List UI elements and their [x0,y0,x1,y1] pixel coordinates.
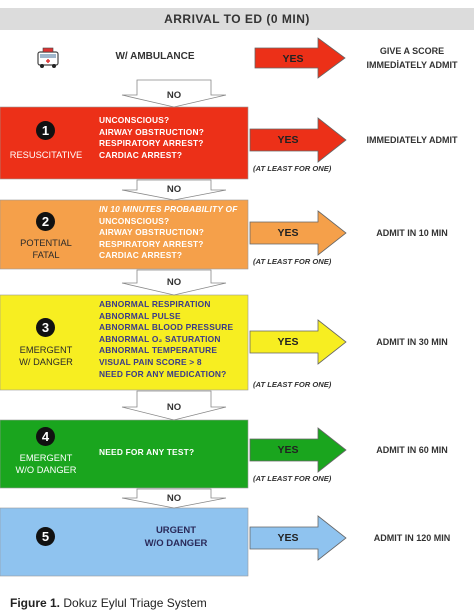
level-3-question: VISUAL PAIN SCORE > 8 [99,356,202,367]
level-2-question: AIRWAY OBSTRUCTION? [99,227,205,238]
ambulance-label: W/ AMBULANCE [115,51,195,62]
level-1-name [0,150,92,162]
level-1-name-line1: RESUSCITATIVE [9,150,83,160]
level-4-yes-label: YES [277,444,299,456]
level-3-question: ABNORMAL RESPIRATION [99,299,211,309]
level-4-name-line2: W/O DANGER [15,464,77,475]
level-1-question: RESPIRATORY ARREST? [99,138,204,149]
level-5-action: ADMIT IN 120 MIN [373,533,451,543]
level-5-name [128,524,224,550]
level-1-question: CARDIAC ARREST? [99,149,183,160]
figure-caption-label: Figure 1. [10,596,61,610]
level-5-yes-label: YES [277,532,299,544]
level-2-question: CARDIAC ARREST? [99,250,183,261]
level-2-question: RESPIRATORY ARREST? [99,238,204,249]
level-4-questions [99,447,194,459]
no-label-2: NO [166,184,182,195]
level-4-number-icon: 4 [36,427,55,446]
level-2-action: ADMIT IN 10 MIN [376,228,448,238]
level-4-note: (AT LEAST FOR ONE) [253,474,332,483]
level-2-question: UNCONSCIOUS? [99,215,170,226]
level-3-action: ADMIT IN 30 MIN [376,337,448,347]
level-1-question: UNCONSCIOUS? [99,115,170,125]
level-2-name-line2: FATAL [32,249,60,260]
level-5-number-icon: 5 [36,527,55,546]
ambulance-action-line1: GIVE A SCORE [379,46,445,56]
level-4-name-line1: EMERGENT [19,453,73,463]
level-3-name-line1: EMERGENT [19,345,73,355]
figure-caption [10,596,207,610]
no-label-5: NO [166,493,182,504]
level-1-number-icon: 1 [36,121,55,140]
level-3-number-icon: 3 [36,318,55,337]
level-1-yes-label: YES [277,134,299,146]
level-1-note: (AT LEAST FOR ONE) [253,164,332,173]
level-5-name-line2: W/O DANGER [144,538,208,549]
level-3-question: ABNORMAL PULSE [99,310,181,321]
level-3-question: NEED FOR ANY MEDICATION? [99,368,227,379]
level-2-name-line1: POTENTIAL [20,238,72,248]
ambulance-action-line2: IMMEDİATELY ADMIT [366,60,458,70]
ambulance-action [352,44,472,72]
level-5-name-line1: URGENT [155,525,197,536]
ambulance-yes-label: YES [282,53,304,65]
page-title: ARRIVAL TO ED (0 MIN) [0,8,474,30]
level-3-note: (AT LEAST FOR ONE) [253,380,332,389]
level-3-name-line2: W/ DANGER [19,356,73,367]
level-4-question: NEED FOR ANY TEST? [99,447,195,457]
no-label-3: NO [166,277,182,288]
level-3-question: ABNORMAL TEMPERATURE [99,345,218,356]
level-3-name [0,345,92,368]
level-3-yes-label: YES [277,336,299,348]
level-2-name [0,238,92,261]
level-3-questions [99,299,233,380]
level-4-action: ADMIT IN 60 MIN [376,445,448,455]
level-4-name [0,453,92,476]
level-2-yes-label: YES [277,227,299,239]
level-2-note: (AT LEAST FOR ONE) [253,257,332,266]
level-1-questions [99,115,204,161]
level-3-question: ABNORMAL O₂ SATURATION [99,333,221,344]
level-1-action: IMMEDIATELY ADMIT [366,135,458,145]
figure-caption-text: Dokuz Eylul Triage System [60,596,207,610]
level-2-question: IN 10 MINUTES PROBABILITY OF [99,204,238,214]
level-2-questions [99,204,238,262]
no-label-4: NO [166,402,182,413]
level-3-question: ABNORMAL BLOOD PRESSURE [99,322,234,333]
level-1-question: AIRWAY OBSTRUCTION? [99,126,205,137]
level-2-number-icon: 2 [36,212,55,231]
no-label-1: NO [166,90,182,101]
